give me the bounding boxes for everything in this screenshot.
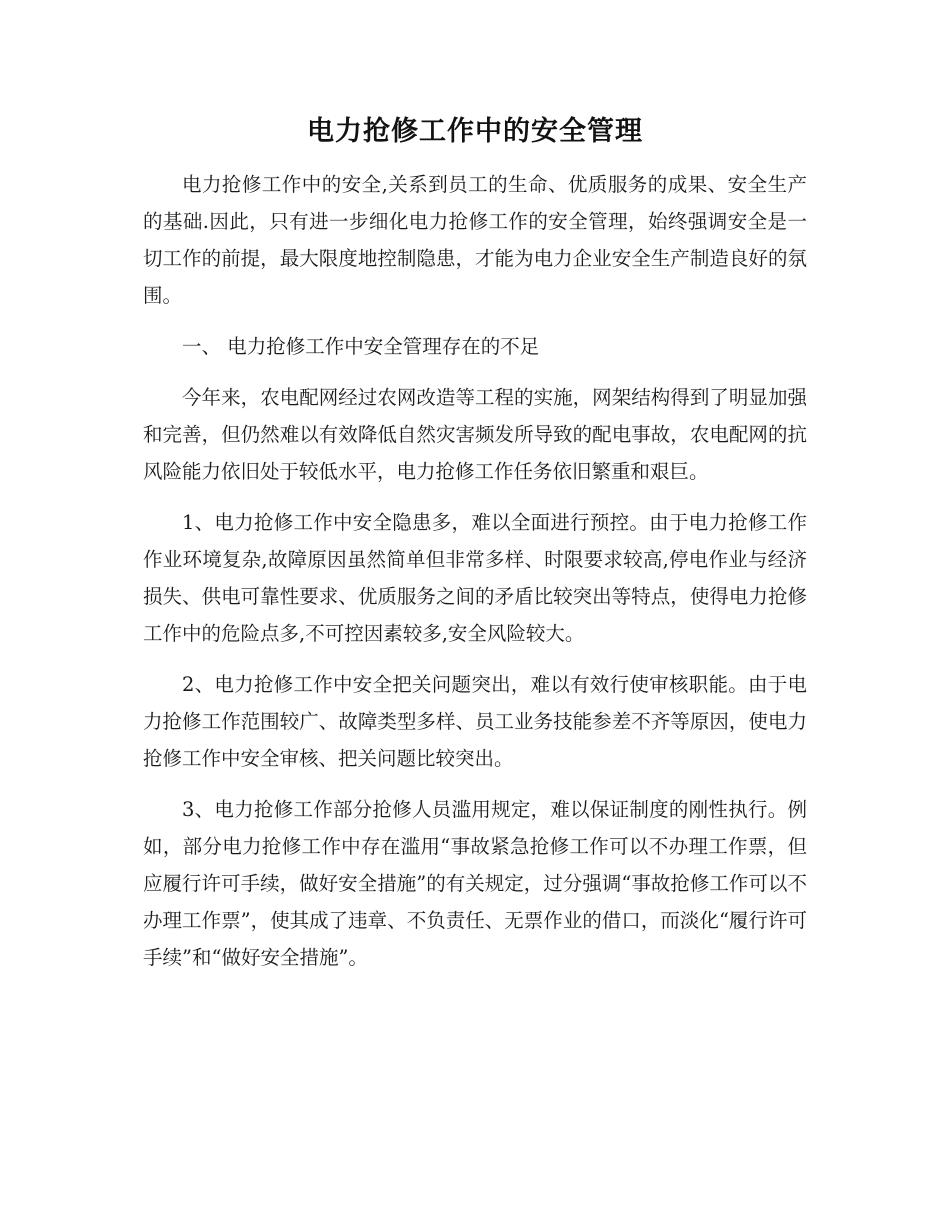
- paragraph-point-1: 1、电力抢修工作中安全隐患多，难以全面进行预控。由于电力抢修工作作业环境复杂,故障原因虽然简单但非常多样、时限要求较高,停电作业与经济损失、供电可靠性要求、优质服务之间的矛盾比较突出等特点，使得电力抢修工作中的危险点多,不可控因素较多,安全风险较大。: [143, 511, 807, 645]
- document-title: 电力抢修工作中的安全管理: [307, 116, 643, 147]
- paragraph-background: 今年来，农电配网经过农网改造等工程的实施，网架结构得到了明显加强和完善，但仍然难以有效降低自然灾害频发所导致的配电事故，农电配网的抗风险能力依旧处于较低水平，电力抢修工作任务依旧繁重和艰巨。: [143, 386, 807, 483]
- section-heading: 一、 电力抢修工作中安全管理存在的不足: [182, 335, 540, 358]
- paragraph-point-3: 3、电力抢修工作部分抢修人员滥用规定，难以保证制度的刚性执行。例如，部分电力抢修工作中存在滥用“事故紧急抢修工作可以不办理工作票，但应履行许可手续，做好安全措施”的有关规定，过分强调“事故抢修工作可以不办理工作票”，使其成了违章、不负责任、无票作业的借口，而淡化“履行许可手续”和“做好安全措施”。: [143, 798, 807, 969]
- paragraph-intro: 电力抢修工作中的安全,关系到员工的生命、优质服务的成果、安全生产的基础.因此，只有进一步细化电力抢修工作的安全管理，始终强调安全是一切工作的前提，最大限度地控制隐患，才能为电力企业安全生产制造良好的氛围。: [143, 173, 807, 307]
- document-body: [143, 166, 807, 990]
- paragraph-point-2: 2、电力抢修工作中安全把关问题突出，难以有效行使审核职能。由于电力抢修工作范围较广、故障类型多样、员工业务技能参差不齐等原因，使电力抢修工作中安全审核、把关问题比较突出。: [143, 673, 807, 770]
